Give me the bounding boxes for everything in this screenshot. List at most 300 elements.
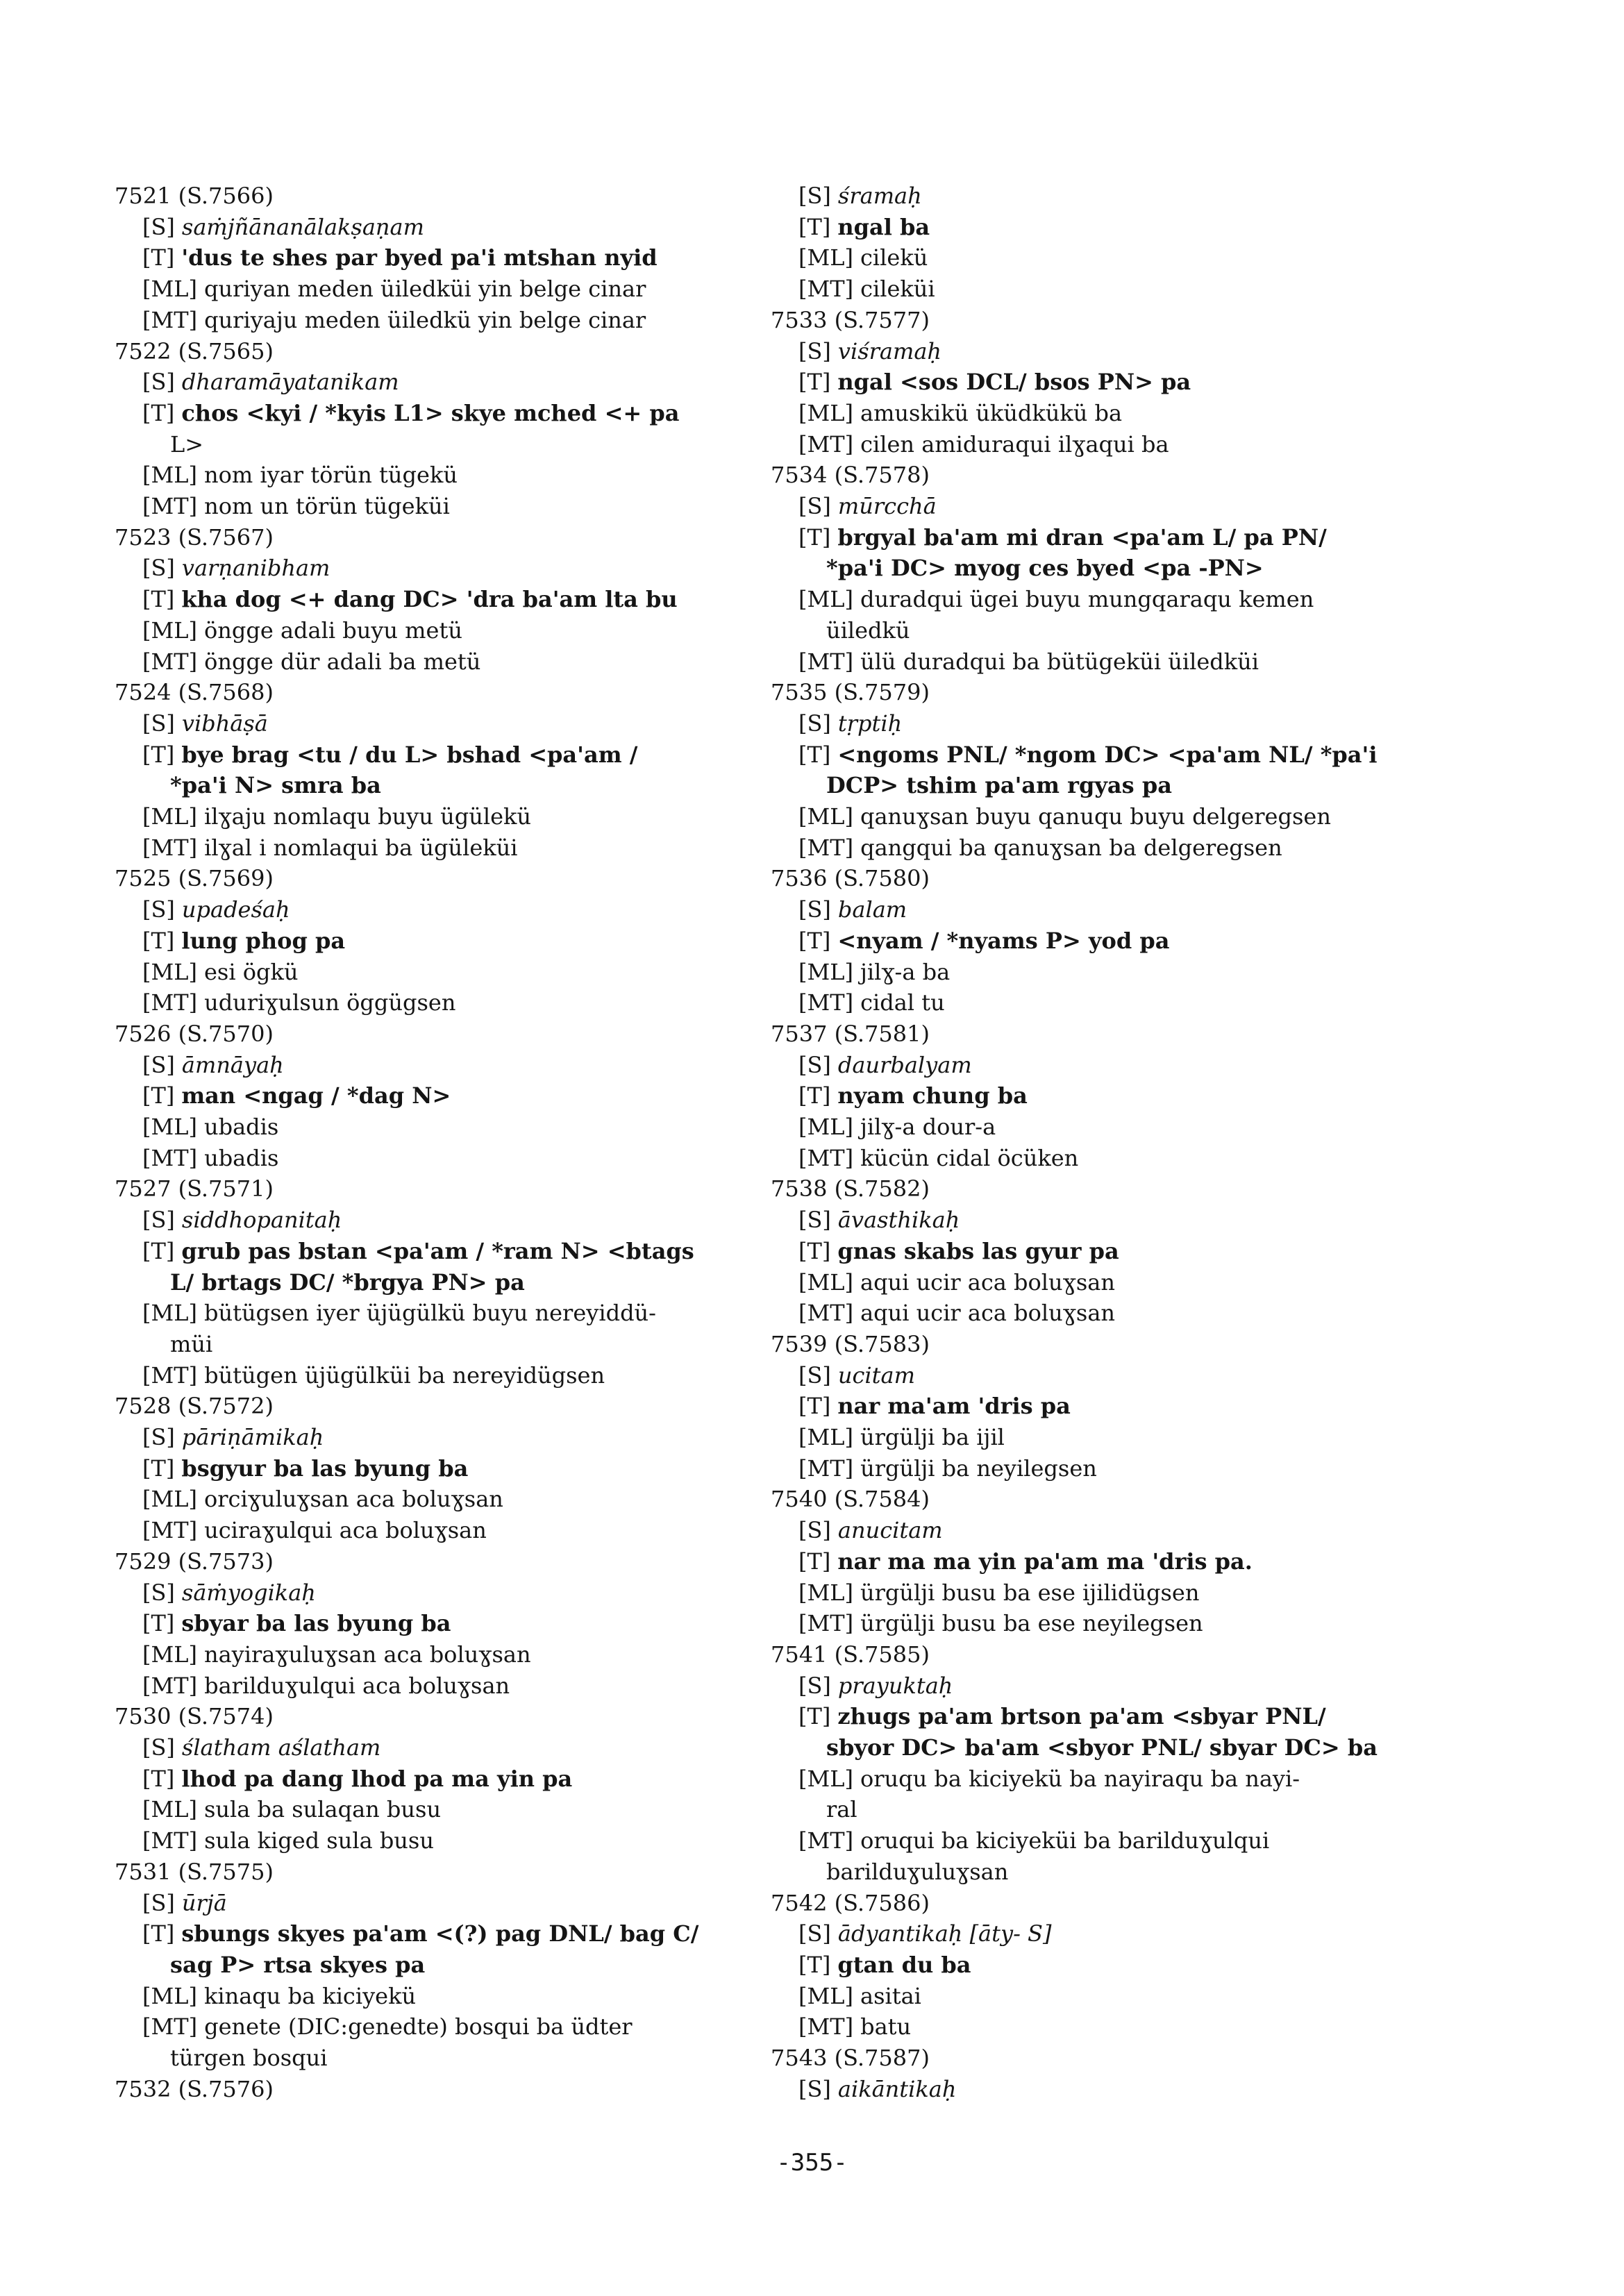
entry-text: nayiraɣuluɣsan aca boluɣsan xyxy=(203,1641,531,1668)
entry-line xyxy=(115,1484,739,1515)
dictionary-entry xyxy=(115,336,739,522)
dictionary-entry xyxy=(115,522,739,678)
entry-line xyxy=(115,894,739,925)
entry-text: batu xyxy=(860,2013,912,2041)
dictionary-entry xyxy=(115,1857,739,2074)
entry-number: 7526 (S.7570) xyxy=(115,1020,274,1047)
entry-line xyxy=(115,212,739,243)
entry-line xyxy=(771,2074,1423,2105)
entry-text: ūrjā xyxy=(181,1889,227,1916)
language-tag: [S] xyxy=(798,1517,831,1544)
entry-line xyxy=(115,2011,739,2043)
dictionary-entry xyxy=(771,1019,1423,1174)
language-tag: [ML] xyxy=(142,1114,197,1140)
entry-number: 7523 (S.7567) xyxy=(115,523,274,551)
entry-text: ürgülji ba neyilegsen xyxy=(860,1455,1097,1482)
entry-line xyxy=(115,1825,739,1857)
entry-text: man <ngag / *dag N> xyxy=(181,1082,451,1109)
entry-text: sag P> rtsa skyes pa xyxy=(170,1951,426,1978)
language-tag: [S] xyxy=(798,183,831,209)
entry-line xyxy=(771,212,1423,243)
entry-text: āmnāyaḥ xyxy=(181,1051,284,1078)
language-tag: [S] xyxy=(142,1424,175,1450)
language-tag: [ML] xyxy=(798,1765,853,1792)
entry-line xyxy=(115,615,739,646)
language-tag: [ML] xyxy=(142,1641,197,1668)
language-tag: [ML] xyxy=(798,586,853,613)
entry-line xyxy=(771,1050,1423,1081)
entry-text: *pa'i N> smra ba xyxy=(170,772,381,799)
entry-line xyxy=(771,1236,1423,1267)
entry-text: sāṁyogikaḥ xyxy=(181,1579,316,1606)
entry-text: brgyal ba'am mi dran <pa'am L/ pa PN/ xyxy=(837,523,1327,551)
entry-line xyxy=(771,1453,1423,1484)
entry-text: kha dog <+ dang DC> 'dra ba'am lta bu xyxy=(181,586,678,613)
language-tag: [MT] xyxy=(142,1517,198,1544)
language-tag: [T] xyxy=(142,1765,175,1792)
entry-number: 7524 (S.7568) xyxy=(115,679,274,706)
entry-text: quriyan meden üiledküi yin belge cinar xyxy=(203,276,646,303)
entry-line xyxy=(771,894,1423,925)
language-tag: [MT] xyxy=(142,493,198,519)
entry-text: qangqui ba qanuɣsan ba delgeregsen xyxy=(860,834,1282,861)
entry-text: pāriṇāmikaḥ xyxy=(181,1424,324,1450)
entry-text: grub pas bstan <pa'am / *ram N> <btags xyxy=(181,1237,694,1264)
entry-text: bsgyur ba las byung ba xyxy=(181,1455,469,1482)
entry-line xyxy=(771,1360,1423,1391)
entry-text: sbyar ba las byung ba xyxy=(181,1610,451,1637)
entry-line xyxy=(115,460,739,491)
entry-text: L/ brtags DC/ *brgya PN> pa xyxy=(170,1268,525,1296)
entry-text: amuskikü üküdkükü ba xyxy=(860,399,1123,426)
language-tag: [MT] xyxy=(142,306,198,333)
entry-text: aikāntikaḥ xyxy=(837,2075,957,2102)
language-tag: [S] xyxy=(798,2075,831,2102)
entry-line xyxy=(115,1050,739,1081)
entry-line xyxy=(771,1205,1423,1236)
entry-text: tṛptiḥ xyxy=(837,710,903,737)
entry-line xyxy=(115,274,739,305)
entry-text: vibhāṣā xyxy=(181,710,268,737)
entry-line xyxy=(115,1143,739,1174)
language-tag: [ML] xyxy=(142,1796,197,1823)
dictionary-entry xyxy=(115,2074,739,2105)
entry-line xyxy=(115,646,739,678)
entry-text: uciraɣulqui aca boluɣsan xyxy=(204,1517,487,1544)
entry-line xyxy=(771,491,1423,522)
dictionary-entry xyxy=(771,305,1423,460)
entry-number: 7521 (S.7566) xyxy=(115,183,274,209)
language-tag: [S] xyxy=(798,1672,831,1699)
entry-text: ucitam xyxy=(837,1361,915,1389)
entry-number: 7533 (S.7577) xyxy=(771,306,930,333)
language-tag: [ML] xyxy=(142,958,197,985)
entry-line xyxy=(115,1453,739,1484)
entry-text: öngge adali buyu metü xyxy=(203,617,462,644)
entry-text: nom un törün tügeküi xyxy=(204,493,450,519)
language-tag: [S] xyxy=(798,493,831,519)
entry-line xyxy=(771,2011,1423,2043)
entry-text: sbyor DC> ba'am <sbyor PNL/ sbyar DC> ba xyxy=(826,1734,1378,1761)
entry-text: cileküi xyxy=(860,276,935,303)
dictionary-entry xyxy=(771,1329,1423,1484)
entry-text: ürgülji busu ba ese ijilidügsen xyxy=(860,1579,1200,1606)
entry-number: 7542 (S.7586) xyxy=(771,1889,930,1916)
entry-line xyxy=(771,770,1423,801)
language-tag: [S] xyxy=(142,213,175,240)
language-tag: [MT] xyxy=(798,1827,854,1854)
entry-number: 7535 (S.7579) xyxy=(771,679,930,706)
language-tag: [MT] xyxy=(142,1672,198,1699)
entry-text: daurbalyam xyxy=(837,1051,972,1078)
entry-text: chos <kyi / *kyis L1> skye mched <+ pa xyxy=(181,399,680,426)
entry-text: bye brag <tu / du L> bshad <pa'am / xyxy=(181,741,638,768)
dictionary-entry xyxy=(771,863,1423,1019)
entry-line xyxy=(771,367,1423,398)
entry-text: ral xyxy=(826,1796,857,1823)
language-tag: [S] xyxy=(142,1889,175,1916)
entry-text: oruqu ba kiciyekü ba nayiraqu ba nayi- xyxy=(860,1765,1300,1792)
right-column xyxy=(771,181,1423,2104)
language-tag: [S] xyxy=(798,710,831,737)
entry-text: barilduɣulqui aca boluɣsan xyxy=(204,1672,510,1699)
entry-line xyxy=(771,584,1423,615)
entry-text: ngal <sos DCL/ bsos PN> pa xyxy=(837,369,1191,396)
language-tag: [MT] xyxy=(142,834,198,861)
language-tag: [MT] xyxy=(798,430,854,458)
entry-text: siddhopanitaḥ xyxy=(181,1207,342,1234)
entry-text: DCP> tshim pa'am rgyas pa xyxy=(826,772,1172,799)
entry-text: ülü duradqui ba bütügeküi üiledküi xyxy=(860,648,1259,675)
entry-text: türgen bosqui xyxy=(170,2045,328,2072)
dictionary-entry xyxy=(115,677,739,863)
entry-line xyxy=(771,1732,1423,1763)
entry-text: saṁjñānanālakṣaṇam xyxy=(181,213,424,240)
language-tag: [S] xyxy=(142,1207,175,1234)
entry-line xyxy=(771,1950,1423,1981)
language-tag: [S] xyxy=(142,1734,175,1761)
entry-text: asitai xyxy=(860,1982,921,2009)
entry-line xyxy=(771,429,1423,460)
entry-text: jilɣ-a ba xyxy=(860,958,951,985)
language-tag: [T] xyxy=(798,1548,831,1575)
entry-line xyxy=(771,615,1423,646)
entry-text: bütügsen iyer üjügülkü buyu nereyiddü- xyxy=(203,1300,656,1327)
entry-text: *pa'i DC> myog ces byed <pa -PN> xyxy=(826,555,1264,582)
language-tag: [MT] xyxy=(142,1361,198,1389)
left-column xyxy=(115,181,739,2104)
dictionary-entry xyxy=(115,1019,739,1174)
entry-text: zhugs pa'am brtson pa'am <sbyar PNL/ xyxy=(837,1703,1326,1730)
entry-line xyxy=(771,1143,1423,1174)
entry-line xyxy=(771,1515,1423,1546)
language-tag: [T] xyxy=(798,741,831,768)
entry-line xyxy=(115,1608,739,1639)
language-tag: [T] xyxy=(798,369,831,396)
entry-line xyxy=(771,1391,1423,1422)
entry-line xyxy=(771,1857,1423,1888)
entry-line xyxy=(771,646,1423,678)
entry-text: kücün cidal öcüken xyxy=(860,1144,1079,1171)
entry-line xyxy=(115,1763,739,1795)
entry-text: üiledkü xyxy=(826,617,910,644)
entry-number: 7543 (S.7587) xyxy=(771,2045,930,2072)
language-tag: [T] xyxy=(798,1951,831,1978)
language-tag: [MT] xyxy=(142,1144,198,1171)
language-tag: [ML] xyxy=(798,803,853,830)
language-tag: [S] xyxy=(798,337,831,364)
entry-number: 7540 (S.7584) xyxy=(771,1486,930,1513)
entry-text: lung phog pa xyxy=(181,927,346,954)
entry-line xyxy=(115,770,739,801)
entry-line xyxy=(115,1670,739,1702)
entry-text: cidal tu xyxy=(860,989,945,1016)
entry-text: ilɣal i nomlaqui ba ügüleküi xyxy=(204,834,518,861)
entry-line xyxy=(115,832,739,864)
entry-line xyxy=(115,1577,739,1609)
entry-text: ürgülji ba ijil xyxy=(860,1424,1005,1451)
entry-text: barilduɣuluɣsan xyxy=(826,1858,1009,1885)
entry-text: ubadis xyxy=(203,1114,279,1140)
entry-text: orciɣuluɣsan aca boluɣsan xyxy=(203,1486,503,1513)
entry-line xyxy=(115,429,739,460)
entry-line xyxy=(771,1794,1423,1825)
entry-text: aqui ucir aca boluɣsan xyxy=(860,1268,1115,1296)
language-tag: [T] xyxy=(142,1455,175,1482)
dictionary-entry xyxy=(115,1391,739,1546)
entry-line xyxy=(115,1298,739,1329)
entry-text: prayuktaḥ xyxy=(837,1672,953,1699)
entry-text: <nyam / *nyams P> yod pa xyxy=(837,927,1170,954)
entry-text: öngge dür adali ba metü xyxy=(204,648,481,675)
entry-line xyxy=(771,801,1423,832)
dictionary-entry xyxy=(771,677,1423,863)
language-tag: [S] xyxy=(798,1361,831,1389)
entry-number: 7534 (S.7578) xyxy=(771,462,930,489)
entry-line xyxy=(115,584,739,615)
entry-line xyxy=(115,398,739,429)
entry-line xyxy=(115,1112,739,1143)
entry-line xyxy=(771,832,1423,864)
language-tag: [MT] xyxy=(798,1455,854,1482)
language-tag: [ML] xyxy=(142,462,197,489)
entry-text: 'dus te shes par byed pa'i mtshan nyid xyxy=(181,244,658,271)
entry-text: anucitam xyxy=(837,1517,943,1544)
entry-number: 7525 (S.7569) xyxy=(115,865,274,892)
language-tag: [ML] xyxy=(798,1268,853,1296)
language-tag: [T] xyxy=(798,1393,831,1420)
entry-line xyxy=(771,1763,1423,1795)
language-tag: [T] xyxy=(142,1610,175,1637)
page-number: -355- xyxy=(776,2149,848,2177)
language-tag: [ML] xyxy=(798,958,853,985)
language-tag: [T] xyxy=(142,927,175,954)
entry-text: ngal ba xyxy=(837,213,930,240)
language-tag: [S] xyxy=(142,369,175,396)
entry-text: ślatham aślatham xyxy=(181,1734,381,1761)
language-tag: [T] xyxy=(798,927,831,954)
entry-line xyxy=(115,553,739,584)
entry-line xyxy=(771,398,1423,429)
entry-text: mūrcchā xyxy=(837,493,937,519)
dictionary-entry xyxy=(771,181,1423,305)
entry-text: esi ögkü xyxy=(203,958,299,985)
language-tag: [T] xyxy=(142,1920,175,1947)
language-tag: [MT] xyxy=(798,1144,854,1171)
language-tag: [MT] xyxy=(798,834,854,861)
language-tag: [S] xyxy=(142,710,175,737)
dictionary-entry xyxy=(115,1173,739,1391)
entry-text: kinaqu ba kiciyekü xyxy=(203,1982,417,2009)
entry-text: upadeśaḥ xyxy=(181,896,290,923)
language-tag: [S] xyxy=(798,896,831,923)
language-tag: [S] xyxy=(142,896,175,923)
entry-line xyxy=(115,925,739,957)
entry-number: 7536 (S.7580) xyxy=(771,865,930,892)
entry-line xyxy=(115,1918,739,1950)
entry-line xyxy=(115,1732,739,1763)
entry-line xyxy=(115,1205,739,1236)
dictionary-entry xyxy=(771,1484,1423,1639)
entry-text: nar ma'am 'dris pa xyxy=(837,1393,1071,1420)
language-tag: [T] xyxy=(798,1082,831,1109)
language-tag: [MT] xyxy=(798,648,854,675)
dictionary-entry xyxy=(771,2043,1423,2104)
language-tag: [MT] xyxy=(798,1300,854,1327)
entry-text: quriyaju meden üiledkü yin belge cinar xyxy=(204,306,646,333)
entry-text: gtan du ba xyxy=(837,1951,971,1978)
entry-line xyxy=(771,1267,1423,1298)
language-tag: [S] xyxy=(142,555,175,582)
entry-text: nar ma ma yin pa'am ma 'dris pa. xyxy=(837,1548,1253,1575)
entry-text: āvasthikaḥ xyxy=(837,1207,960,1234)
entry-text: cilekü xyxy=(860,244,928,271)
entry-line xyxy=(115,1888,739,1919)
language-tag: [ML] xyxy=(798,1424,853,1451)
entry-text: ürgülji busu ba ese neyilegsen xyxy=(860,1610,1203,1637)
entry-line xyxy=(115,2043,739,2074)
dictionary-entry xyxy=(771,1639,1423,1888)
entry-line xyxy=(115,242,739,274)
entry-line xyxy=(115,491,739,522)
entry-line xyxy=(115,987,739,1019)
language-tag: [MT] xyxy=(142,989,198,1016)
language-tag: [ML] xyxy=(798,1982,853,2009)
entry-line xyxy=(771,553,1423,584)
language-tag: [T] xyxy=(142,586,175,613)
entry-line xyxy=(115,708,739,739)
entry-line xyxy=(771,739,1423,771)
entry-line xyxy=(771,1670,1423,1702)
entry-text: ilɣaju nomlaqu buyu ügülekü xyxy=(203,803,532,830)
language-tag: [ML] xyxy=(798,399,853,426)
entry-line xyxy=(771,987,1423,1019)
entry-line xyxy=(771,181,1423,212)
entry-text: müi xyxy=(170,1330,213,1357)
entry-line xyxy=(771,1080,1423,1112)
language-tag: [MT] xyxy=(798,1610,854,1637)
entry-line xyxy=(771,708,1423,739)
entry-line xyxy=(115,1360,739,1391)
language-tag: [T] xyxy=(142,244,175,271)
entry-line xyxy=(771,925,1423,957)
entry-number: 7528 (S.7572) xyxy=(115,1393,274,1420)
entry-line xyxy=(115,1981,739,2012)
language-tag: [MT] xyxy=(798,2013,854,2041)
language-tag: [S] xyxy=(798,1051,831,1078)
entry-line xyxy=(771,1577,1423,1609)
language-tag: [T] xyxy=(798,1237,831,1264)
entry-number: 7538 (S.7582) xyxy=(771,1175,930,1203)
entry-line xyxy=(771,522,1423,553)
dictionary-entry xyxy=(771,460,1423,677)
entry-number: 7522 (S.7565) xyxy=(115,337,274,364)
entry-line xyxy=(771,242,1423,274)
entry-line xyxy=(115,1329,739,1360)
entry-text: sbungs skyes pa'am <(?) pag DNL/ bag C/ xyxy=(181,1920,699,1947)
entry-line xyxy=(771,957,1423,988)
language-tag: [T] xyxy=(798,213,831,240)
entry-line xyxy=(115,367,739,398)
entry-line xyxy=(771,1112,1423,1143)
entry-line xyxy=(115,1950,739,1981)
entry-line xyxy=(771,1608,1423,1639)
entry-text: viśramaḥ xyxy=(837,337,942,364)
entry-text: L> xyxy=(170,430,204,458)
entry-text: aqui ucir aca boluɣsan xyxy=(860,1300,1116,1327)
dictionary-entry xyxy=(115,181,739,336)
language-tag: [MT] xyxy=(142,2013,198,2041)
entry-line xyxy=(771,1298,1423,1329)
language-tag: [S] xyxy=(798,1207,831,1234)
entry-line xyxy=(771,1918,1423,1950)
entry-line xyxy=(115,1267,739,1298)
language-tag: [ML] xyxy=(142,1486,197,1513)
entry-line xyxy=(771,1701,1423,1732)
language-tag: [T] xyxy=(142,399,175,426)
entry-text: varṇanibham xyxy=(181,555,330,582)
entry-number: 7532 (S.7576) xyxy=(115,2075,274,2102)
language-tag: [MT] xyxy=(142,1827,198,1854)
entry-text: dharamāyatanikam xyxy=(181,369,399,396)
entry-text: sula ba sulaqan busu xyxy=(203,1796,442,1823)
entry-text: uduriɣulsun öggügsen xyxy=(204,989,456,1016)
language-tag: [ML] xyxy=(798,1579,853,1606)
language-tag: [S] xyxy=(142,1579,175,1606)
language-tag: [ML] xyxy=(142,276,197,303)
entry-line xyxy=(771,1546,1423,1577)
language-tag: [ML] xyxy=(798,1114,853,1141)
entry-text: jilɣ-a dour-a xyxy=(860,1114,996,1141)
language-tag: [ML] xyxy=(142,803,197,830)
language-tag: [ML] xyxy=(142,617,197,644)
entry-number: 7541 (S.7585) xyxy=(771,1641,930,1668)
language-tag: [T] xyxy=(142,1237,175,1264)
entry-text: bütügen üjügülküi ba nereyidügsen xyxy=(204,1361,605,1389)
entry-line xyxy=(115,801,739,832)
entry-text: duradqui ügei buyu mungqaraqu kemen xyxy=(860,586,1314,613)
entry-text: oruqui ba kiciyeküi ba barilduɣulqui xyxy=(860,1827,1270,1854)
entry-text: lhod pa dang lhod pa ma yin pa xyxy=(181,1765,573,1792)
dictionary-entry xyxy=(115,1701,739,1857)
entry-text: ubadis xyxy=(204,1144,279,1171)
entry-text: śramaḥ xyxy=(837,183,922,209)
entry-text: <ngoms PNL/ *ngom DC> <pa'am NL/ *pa'i xyxy=(837,741,1378,768)
entry-text: cilen amiduraqui ilɣaqui ba xyxy=(860,430,1169,458)
dictionary-entry xyxy=(115,863,739,1019)
entry-line xyxy=(115,1794,739,1825)
entry-text: gnas skabs las gyur pa xyxy=(837,1237,1119,1264)
